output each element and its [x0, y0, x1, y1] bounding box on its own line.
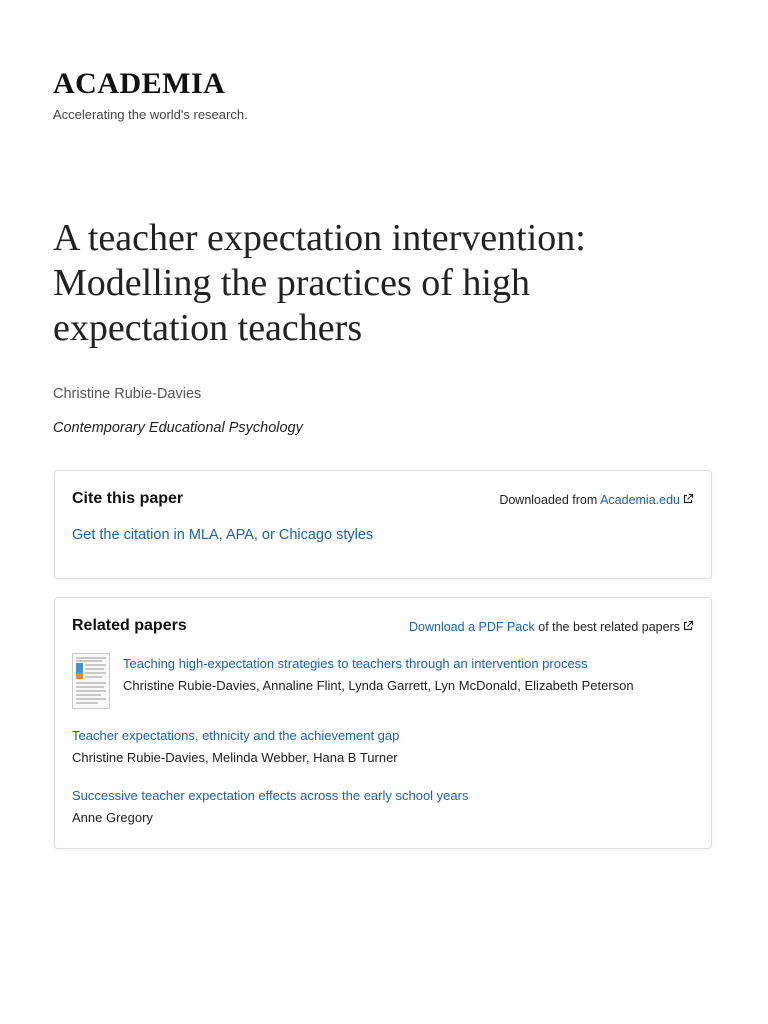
downloaded-prefix: Downloaded from: [499, 493, 601, 507]
related-heading: Related papers: [72, 617, 187, 634]
get-citation-link[interactable]: Get the citation in MLA, APA, or Chicago styles: [72, 527, 374, 543]
download-pdf-pack-link[interactable]: Download a PDF Pack: [409, 620, 535, 634]
paper-author: Christine Rubie-Davies: [53, 386, 202, 402]
paper-journal: Contemporary Educational Psychology: [53, 420, 303, 436]
external-link-icon[interactable]: [682, 493, 694, 505]
paper-thumbnail-icon[interactable]: [72, 653, 110, 709]
pdf-pack-suffix: of the best related papers: [534, 620, 680, 634]
academia-logo[interactable]: ACADEMIA: [53, 67, 226, 100]
related-paper-authors: Anne Gregory: [72, 810, 153, 825]
downloaded-from-note: [499, 492, 694, 508]
related-paper-item: [72, 728, 692, 766]
related-papers-card: [54, 597, 712, 849]
related-paper-authors: Christine Rubie-Davies, Melinda Webber, Hana B Turner: [72, 750, 398, 765]
related-paper-title-link[interactable]: Successive teacher expectation effects across the early school years: [72, 788, 469, 803]
tagline: Accelerating the world's research.: [53, 107, 248, 122]
related-paper-item: [72, 788, 692, 826]
pdf-pack-note: [409, 619, 694, 635]
academia-edu-link[interactable]: Academia.edu: [600, 493, 680, 507]
external-link-icon[interactable]: [682, 620, 694, 632]
paper-title: A teacher expectation intervention: Modelling the practices of high expectation teachers: [53, 217, 586, 349]
related-paper-title-link[interactable]: Teaching high-expectation strategies to teachers through an intervention process: [123, 656, 588, 671]
related-paper-title-link[interactable]: Teacher expectations, ethnicity and the achievement gap: [72, 728, 400, 743]
cite-heading: Cite this paper: [72, 490, 184, 507]
related-paper-authors: Christine Rubie-Davies, Annaline Flint, Lynda Garrett, Lyn McDonald, Elizabeth Peterson: [123, 678, 634, 693]
cite-card: [54, 470, 712, 579]
